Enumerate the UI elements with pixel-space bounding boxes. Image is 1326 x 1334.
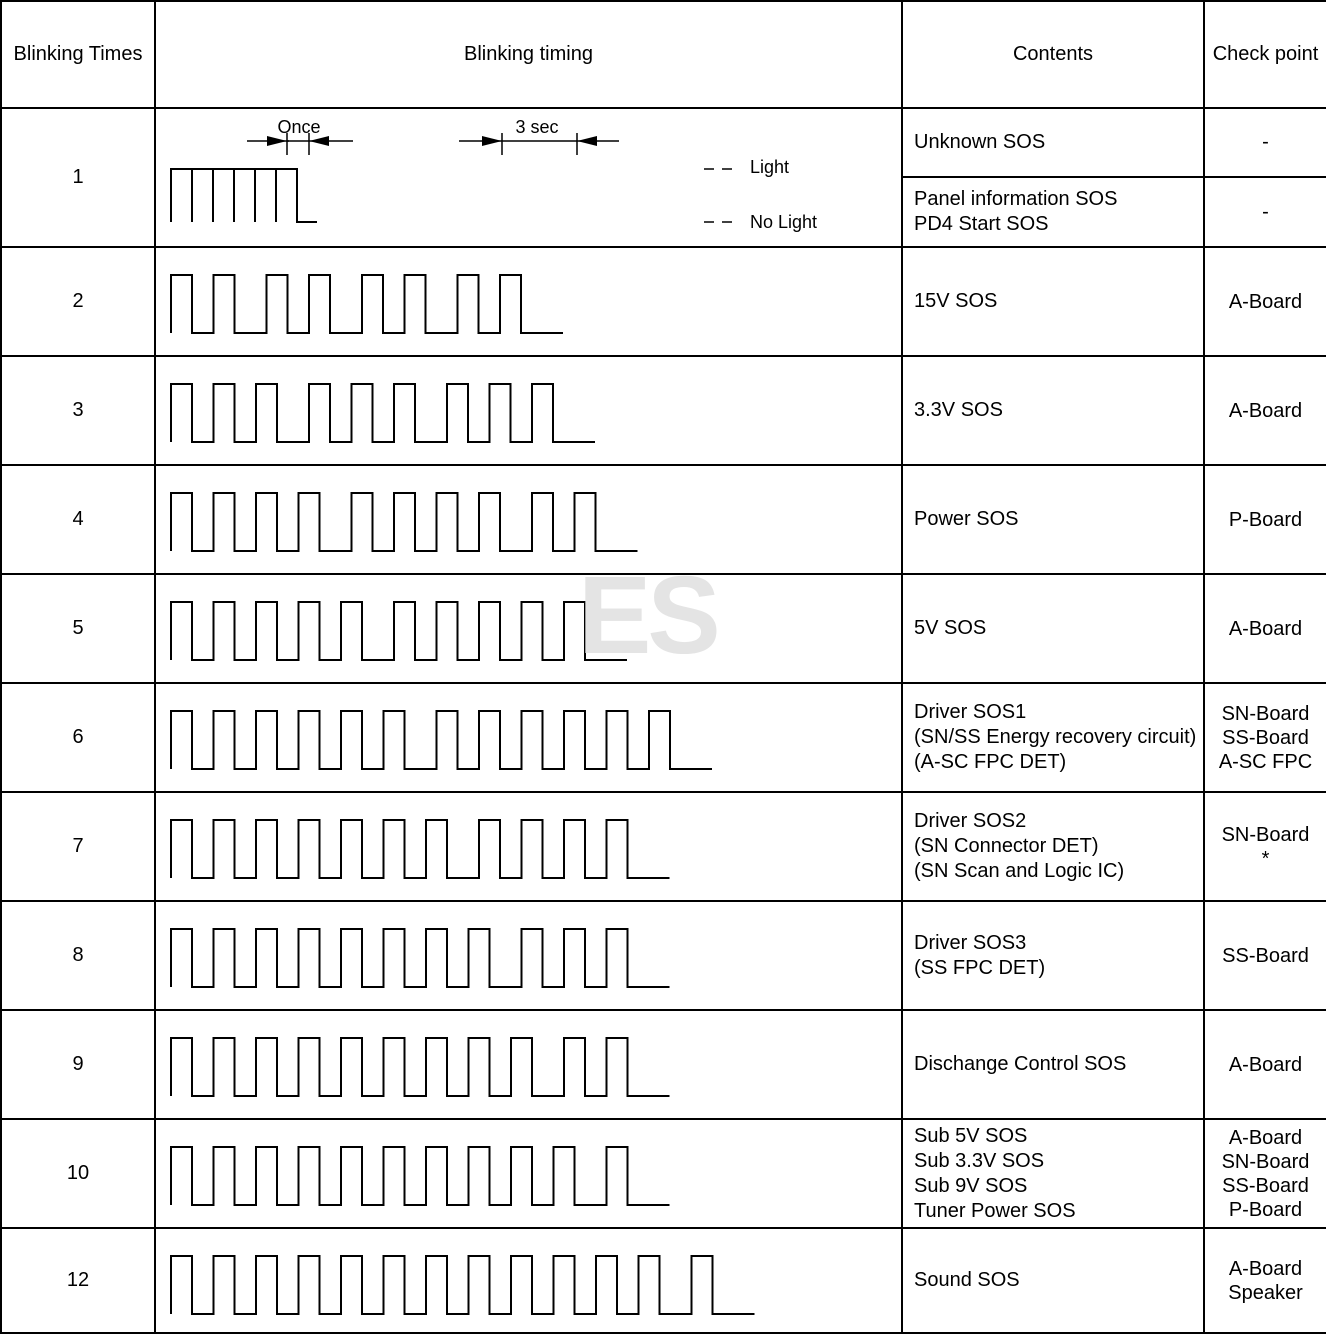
- timing-diagram: [156, 1120, 901, 1227]
- header-row: [1, 1, 1326, 108]
- table-row: [1, 574, 1326, 683]
- contents-cell: [902, 465, 1204, 574]
- check-point-cell: [1204, 1228, 1326, 1333]
- pulse-waveform: [171, 711, 712, 769]
- text-line: SN-Board: [1221, 1150, 1310, 1173]
- pulse-waveform: [171, 929, 670, 987]
- light-label: Light: [750, 157, 790, 177]
- blinking-times-cell: 3: [1, 356, 155, 465]
- table-row: [1, 1119, 1326, 1228]
- timing-diagram: [156, 109, 901, 246]
- table-row: [1, 683, 1326, 792]
- text-line: 15V SOS: [914, 290, 998, 312]
- contents-cell: [902, 683, 1204, 792]
- text-line: SN-Board: [1221, 823, 1310, 846]
- timing-diagram: [156, 1011, 901, 1118]
- blinking-times-cell: 6: [1, 683, 155, 792]
- table-row: [1, 901, 1326, 1010]
- blinking-timing-cell: [155, 683, 902, 792]
- three-sec-label: 3 sec: [515, 117, 559, 137]
- header-contents: Contents: [902, 1, 1204, 108]
- contents-cell: [902, 1228, 1204, 1333]
- text-line: A-Board: [1228, 290, 1303, 313]
- text-line: A-SC FPC: [1218, 750, 1313, 773]
- timing-diagram: [156, 575, 901, 682]
- timing-diagram: [156, 684, 901, 791]
- text-line: (SS FPC DET): [914, 956, 1046, 979]
- pulse-waveform: [171, 820, 670, 878]
- timing-diagram: [156, 357, 901, 464]
- blinking-timing-cell: [155, 1010, 902, 1119]
- text-line: 5V SOS: [914, 617, 987, 639]
- text-line: Sound SOS: [914, 1269, 1020, 1291]
- blinking-timing-cell: [155, 465, 902, 574]
- text-line: -: [1262, 131, 1269, 154]
- timing-diagram: [156, 902, 901, 1009]
- text-line: SS-Board: [1222, 726, 1309, 749]
- contents-cell: [902, 901, 1204, 1010]
- text-line: Sub 9V SOS: [914, 1174, 1028, 1197]
- blinking-times-cell: 1: [1, 108, 155, 247]
- text-line: Sub 3.3V SOS: [914, 1149, 1045, 1172]
- text-line: 3.3V SOS: [914, 399, 1003, 421]
- pulse-waveform: [171, 1147, 670, 1205]
- text-line: -: [1262, 200, 1269, 223]
- text-line: *: [1261, 847, 1270, 870]
- check-point-cell: [1204, 901, 1326, 1010]
- check-point-cell: [1204, 683, 1326, 792]
- text-line: Dischange Control SOS: [914, 1053, 1127, 1075]
- timing-diagram: [156, 248, 901, 355]
- once-label: Once: [277, 117, 321, 137]
- check-point-cell: [1204, 1010, 1326, 1119]
- blinking-times-cell: 10: [1, 1119, 155, 1228]
- text-line: SS-Board: [1222, 944, 1309, 967]
- contents-cell: [902, 1119, 1204, 1228]
- text-line: A-Board: [1228, 1257, 1303, 1280]
- contents-cell: [902, 1010, 1204, 1119]
- blinking-times-cell: 7: [1, 792, 155, 901]
- table-row: [1, 1010, 1326, 1119]
- pulse-waveform: [171, 275, 563, 333]
- pulse-waveform: [171, 602, 627, 660]
- text-line: Unknown SOS: [914, 130, 1046, 153]
- blinking-timing-cell: [155, 792, 902, 901]
- contents-cell: [902, 177, 1204, 247]
- check-point-cell: [1204, 247, 1326, 356]
- blinking-timing-cell: [155, 1119, 902, 1228]
- blinking-times-cell: 9: [1, 1010, 155, 1119]
- check-point-cell: [1204, 1119, 1326, 1228]
- blinking-times-cell: 2: [1, 247, 155, 356]
- check-point-cell: [1204, 465, 1326, 574]
- text-line: Driver SOS3: [914, 931, 1027, 954]
- pulse-waveform: [171, 493, 638, 551]
- once-arrowhead-left: [267, 136, 287, 146]
- text-line: PD4 Start SOS: [914, 212, 1049, 235]
- blinking-timing-cell: [155, 108, 902, 247]
- text-line: P-Board: [1228, 508, 1303, 531]
- text-line: (SN Scan and Logic IC): [914, 860, 1125, 882]
- text-line: Speaker: [1228, 1281, 1303, 1304]
- three-sec-arrowhead-left: [482, 136, 502, 146]
- text-line: A-Board: [1228, 1126, 1303, 1149]
- check-point-cell: [1204, 356, 1326, 465]
- check-point-cell: [1204, 574, 1326, 683]
- blinking-times-cell: 4: [1, 465, 155, 574]
- text-line: Sub 5V SOS: [914, 1124, 1028, 1147]
- header-blinking-times: Blinking Times: [1, 1, 155, 108]
- pulse-waveform: [171, 384, 595, 442]
- table-body: [1, 108, 1326, 1333]
- table-row: [1, 792, 1326, 901]
- text-line: A-Board: [1228, 1053, 1303, 1076]
- blinking-timing-cell: [155, 574, 902, 683]
- text-line: A-Board: [1228, 617, 1303, 640]
- pulse-waveform: [171, 1038, 670, 1096]
- contents-cell: [902, 356, 1204, 465]
- blinking-times-cell: 12: [1, 1228, 155, 1333]
- text-line: Panel information SOS: [914, 187, 1118, 210]
- no-light-label: No Light: [750, 212, 818, 232]
- pulse-waveform: [171, 169, 317, 222]
- contents-cell: [902, 792, 1204, 901]
- blinking-timing-cell: [155, 247, 902, 356]
- check-point-cell: [1204, 108, 1326, 177]
- text-line: Power SOS: [914, 508, 1019, 530]
- table-row: [1, 247, 1326, 356]
- text-line: Tuner Power SOS: [914, 1199, 1076, 1222]
- table-row: [1, 1228, 1326, 1333]
- table-row: [1, 108, 1326, 177]
- blinking-timing-cell: [155, 1228, 902, 1333]
- text-line: (SN/SS Energy recovery circuit): [914, 726, 1197, 748]
- text-line: Driver SOS1: [914, 701, 1027, 723]
- timing-diagram: [156, 466, 901, 573]
- header-check-point: Check point: [1204, 1, 1326, 108]
- blinking-times-cell: 5: [1, 574, 155, 683]
- blinking-timing-cell: [155, 901, 902, 1010]
- check-point-cell: [1204, 177, 1326, 247]
- contents-cell: [902, 574, 1204, 683]
- check-point-cell: [1204, 792, 1326, 901]
- header-blinking-timing: Blinking timing: [155, 1, 902, 108]
- text-line: Driver SOS2: [914, 810, 1027, 832]
- once-arrowhead-right: [309, 136, 329, 146]
- text-line: (A-SC FPC DET): [914, 751, 1067, 773]
- table-row: [1, 465, 1326, 574]
- three-sec-arrowhead-right: [577, 136, 597, 146]
- watermark: ES: [578, 554, 717, 677]
- text-line: A-Board: [1228, 399, 1303, 422]
- text-line: (SN Connector DET): [914, 835, 1099, 857]
- text-line: SN-Board: [1221, 702, 1310, 725]
- contents-cell: [902, 247, 1204, 356]
- pulse-waveform: [171, 1256, 755, 1314]
- contents-cell: [902, 108, 1204, 177]
- text-line: SS-Board: [1222, 1174, 1309, 1197]
- blinking-times-cell: 8: [1, 901, 155, 1010]
- table-row: [1, 356, 1326, 465]
- text-line: P-Board: [1228, 1198, 1303, 1221]
- blinking-timing-cell: [155, 356, 902, 465]
- timing-diagram: [156, 1229, 901, 1332]
- timing-diagram: [156, 793, 901, 900]
